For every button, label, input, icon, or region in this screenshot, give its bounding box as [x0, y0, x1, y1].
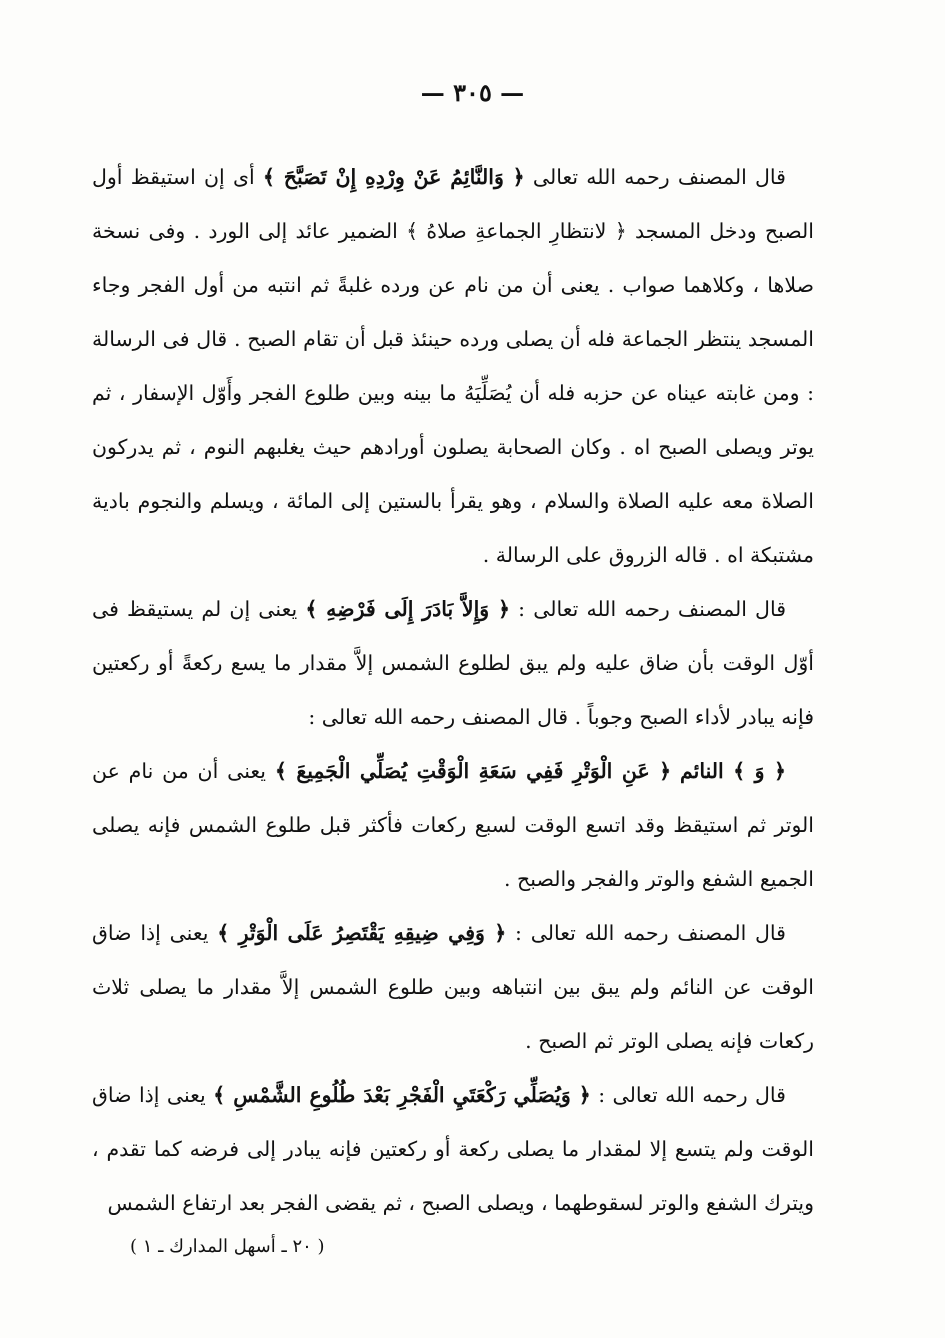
paragraph-body: يعنى إذا ضاق الوقت عن النائم ولم يبق بين انتباهه وبين طلوع الشمس إلاَّ مقدار ما يصلى ثلاث ركعات فإنه يصلى الوتر ثم الصبح .: [92, 921, 814, 1053]
paragraph-body: يعنى أن من نام عن الوتر ثم استيقظ وقد اتسع الوقت لسبع ركعات فأكثر قبل طلوع الشمس فإنه يصلى الجميع الشفع والوتر والفجر والصبح .: [92, 759, 814, 891]
paragraph: [92, 1068, 814, 1230]
matn-quote: ﴿ عَنِ الْوَتْرِ فَفِي سَعَةِ الْوَقْتِ يُصَلِّي الْجَمِيعَ ﴾: [274, 759, 672, 783]
main-text: [92, 150, 814, 1230]
matn-quote: ﴿ وَفِي ضِيقِهِ يَقْتَصِرُ عَلَى الْوَتْرِ ﴾: [217, 921, 507, 945]
paragraph-lead: قال رحمه الله تعالى :: [598, 1083, 786, 1107]
paragraph-body: أى إن استيقظ أول الصبح ودخل المسجد ﴿ لانتظارِ الجماعةِ صلاهُ ﴾ الضمير عائد إلى الورد . وفى نسخة صلاها ، وكلاهما صواب . يعنى أن من نام عن ورده غلبةً ثم انتبه من أول الفجر وجاء المسجد ينتظر الجماعة فله أن يصلى ورده حينئذ قبل أن تقام الصبح . قال فى الرسالة : ومن غابته عيناه عن حزبه فله أن يُصَلِّيَهُ ما بينه وبين طلوع الفجر وأَوّل الإسفار ، ثم يوتر ويصلى الصبح اه . وكان الصحابة يصلون أورادهم حيث يغلبهم النوم ، ثم يدركون الصلاة معه عليه الصلاة والسلام ، وهو يقرأ بالستين إلى المائة ، ويسلم والنجوم بادية مشتبكة اه . قاله الزروق على الرسالة .: [92, 165, 814, 567]
signature-line: ( ٢٠ ـ أسهل المدارك ـ ١ ): [130, 1236, 325, 1257]
paragraph-lead: ﴿ وَ ﴾ النائم: [679, 759, 786, 783]
paragraph: [92, 744, 814, 906]
paragraph-lead: قال المصنف رحمه الله تعالى :: [518, 597, 786, 621]
paragraph: [92, 150, 814, 582]
paragraph-lead: قال المصنف رحمه الله تعالى :: [515, 921, 786, 945]
paragraph-body: يعنى إذا ضاق الوقت ولم يتسع إلا لمقدار ما يصلى ركعة أو ركعتين فإنه يبادر إلى فرضه كما تقدم ، ويترك الشفع والوتر لسقوطهما ، ويصلى الصبح ، ثم يقضى الفجر بعد ارتفاع الشمس: [92, 1083, 814, 1215]
matn-quote: ﴿ وَالنَّائِمُ عَنْ وِرْدِهِ إِنْ تَصَبَّحَ ﴾: [262, 165, 525, 189]
paragraph-body: يعنى إن لم يستيقظ فى أوّل الوقت بأن ضاق عليه ولم يبق لطلوع الشمس إلاَّ مقدار ما يسع ركعةً أو ركعتين فإنه يبادر لأداء الصبح وجوباً . قال المصنف رحمه الله تعالى :: [92, 597, 814, 729]
page-number: — ٣٠٥ —: [420, 78, 525, 107]
matn-quote: ﴿ وَإِلاَّ بَادَرَ إِلَى فَرْضِهِ ﴾: [305, 597, 510, 621]
paragraph: [92, 906, 814, 1068]
paragraph: [92, 582, 814, 744]
paragraph-lead: قال المصنف رحمه الله تعالى: [532, 165, 786, 189]
matn-quote: ﴿ وَيُصَلِّي رَكْعَتَيِ الْفَجْرِ بَعْدَ طُلُوعِ الشَّمْسِ ﴾: [213, 1083, 591, 1107]
